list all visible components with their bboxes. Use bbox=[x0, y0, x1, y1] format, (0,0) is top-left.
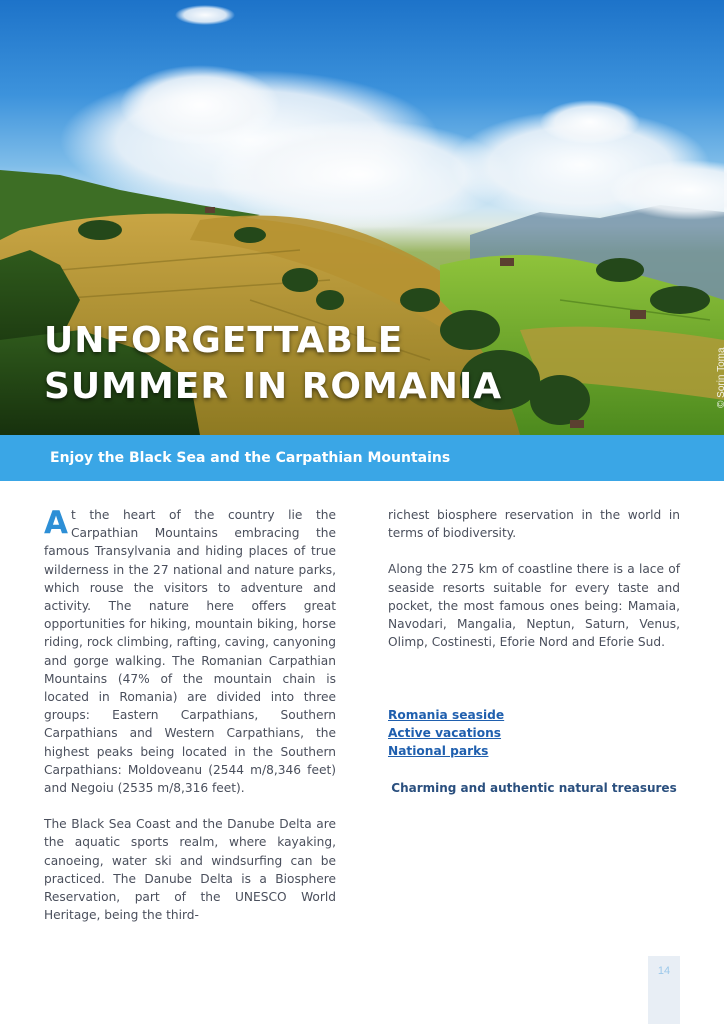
intro-text: t the heart of the country lie the Carpathian Mountains embracing the famous Transylvania and hiding places of true wilderness in the 27 national and nature parks, which rouse the visitors to adventure and activity. The nature here offers great opportunities for hiking, mountain biking, horse riding, rock climbing, rafting, caving, canyoning and gorge walking. The Romanian Carpathian Mountains (47% of the mountain chain is located in Romania) are divided into three groups: Eastern Carpathians, Southern Carpathians and Western Carpathians, the highest peaks being located in the Southern Carpathians: Moldoveanu (2544 m/8,346 feet) and Negoiu (2535 m/8,316 feet). bbox=[44, 508, 336, 796]
page-number: 14 bbox=[657, 965, 671, 977]
link-national-parks[interactable]: National parks bbox=[388, 744, 489, 759]
drop-cap: A bbox=[44, 505, 68, 541]
related-links bbox=[388, 706, 504, 761]
link-active-vacations[interactable]: Active vacations bbox=[388, 726, 502, 741]
black-sea-paragraph: The Black Sea Coast and the Danube Delta are the aquatic sports realm, where kayaking, canoeing, water ski and windsurfing can be practiced. The Danube Delta is a Biosphere Reservation, part of the UNESCO World Heritage, being the third- bbox=[44, 817, 336, 923]
left-column bbox=[44, 506, 336, 942]
tagline: Charming and authentic natural treasures bbox=[391, 781, 677, 795]
page-number-tab bbox=[648, 956, 680, 1024]
subtitle-band bbox=[0, 435, 724, 481]
link-romania-seaside[interactable]: Romania seaside bbox=[388, 708, 505, 722]
subtitle: Enjoy the Black Sea and the Carpathian Mountains bbox=[50, 450, 451, 466]
photo-credit: © Sorin Toma bbox=[716, 347, 727, 408]
coastline-paragraph: Along the 275 km of coastline there is a lace of seaside resorts suitable for every taste and pocket, the most famous ones being: Mamaia, Navodari, Mangalia, Neptun, Saturn, Venus, Olimp, Costinesti, Eforie Nord and Eforie Sud. bbox=[388, 562, 680, 650]
title-line-2: SUMMER IN ROMANIA bbox=[44, 366, 503, 407]
title-line-1: UNFORGETTABLE bbox=[44, 320, 404, 361]
intro-paragraph bbox=[44, 506, 336, 797]
page-title bbox=[44, 318, 502, 410]
biosphere-paragraph: richest biosphere reservation in the world in terms of biodiversity. bbox=[388, 508, 680, 541]
hero-photo bbox=[0, 0, 727, 435]
right-column bbox=[388, 506, 680, 669]
